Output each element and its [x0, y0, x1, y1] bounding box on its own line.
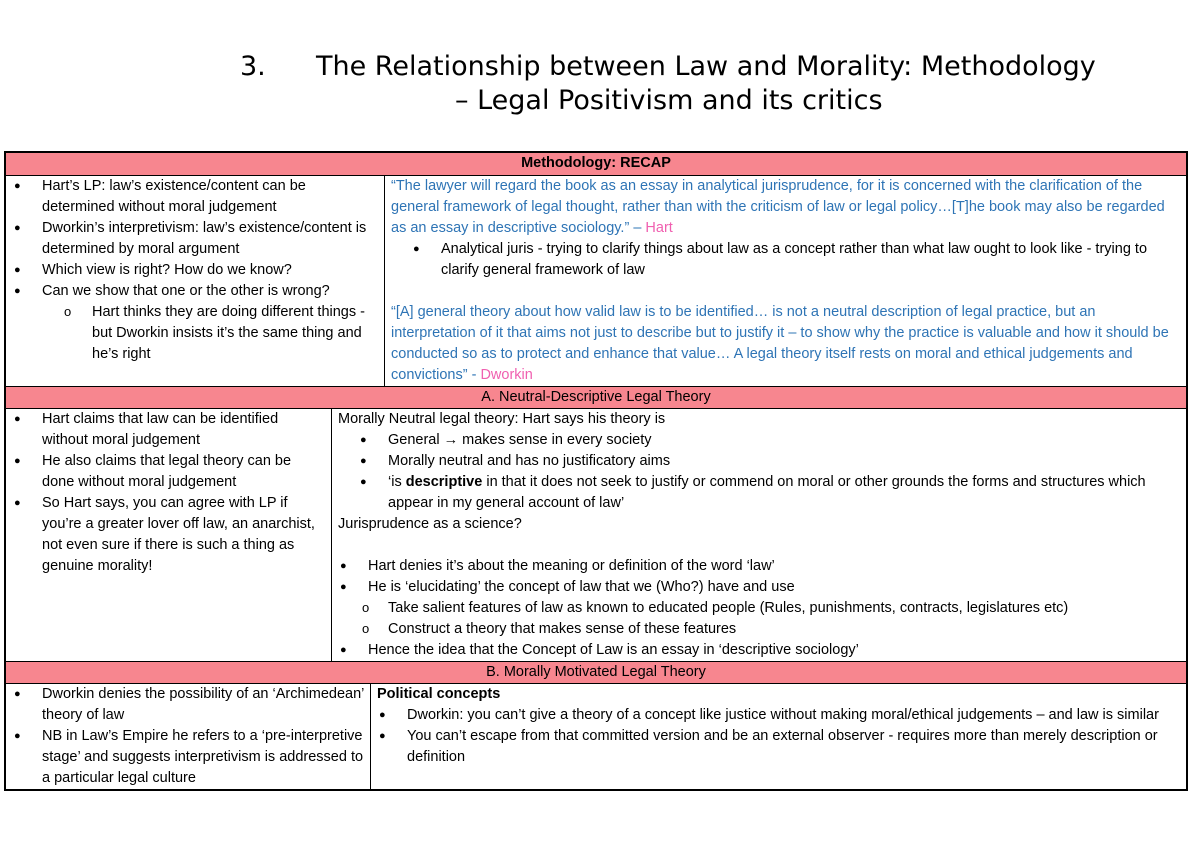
list-item: ● Which view is right? How do we know?	[12, 260, 380, 281]
title-text: The Relationship between Law and Morality: Methodology	[316, 51, 1096, 82]
list-item: ● Analytical juris - trying to clarify things about law as a concept rather than what law ought to look like - trying to clarify general framework of law	[391, 239, 1182, 281]
dworkin-quote: “[A] general theory about how valid law is to be identified… is not a neutral description of legal practice, but an interpretation of it that aims not just to describe but to justify it – to show why the practice is valuable and how it should be conducted so as to protect and enhance that value… A legal theory itself rests on moral and ethical judgements and convictions” - Dworkin	[391, 304, 1169, 383]
list-item: ● Dworkin’s interpretivism: law’s existence/content is determined by moral argument	[12, 218, 380, 260]
list-item: ● Hart denies it’s about the meaning or definition of the word ‘law’	[338, 556, 1182, 577]
list-item: ● ‘is descriptive in that it does not seek to justify or commend on moral or other grounds the forms and structures which appear in my general account of law’	[338, 472, 1182, 514]
political-concepts-heading: Political concepts	[377, 686, 501, 702]
section-b-header: B. Morally Motivated Legal Theory	[6, 661, 1186, 684]
list-item: ● So Hart says, you can agree with LP if you’re a greater lover off law, an anarchist, not even sure if there is such a thing as genuine morality!	[12, 493, 327, 577]
notes-table	[4, 151, 1188, 791]
neutral-intro: Morally Neutral legal theory: Hart says his theory is	[338, 411, 666, 427]
section-b-row	[6, 684, 1186, 789]
list-item: ● He also claims that legal theory can be done without moral judgement	[12, 451, 327, 493]
list-item: ● He is ‘elucidating’ the concept of law that we (Who?) have and use	[338, 577, 1182, 598]
recap-left-cell	[6, 176, 384, 386]
recap-right-cell	[384, 176, 1186, 386]
section-number: 3.	[240, 51, 266, 82]
section-a-right-cell	[331, 409, 1186, 661]
dworkin-attribution: Dworkin	[480, 367, 533, 383]
sub-list-item: o Construct a theory that makes sense of these features	[338, 619, 1182, 640]
recap-header: Methodology: RECAP	[6, 153, 1186, 176]
list-item: ● General → makes sense in every society	[338, 430, 1182, 451]
sub-list-item: o Take salient features of law as known to educated people (Rules, punishments, contracts, legislatures etc)	[338, 598, 1182, 619]
sub-list-item: o Hart thinks they are doing different things - but Dworkin insists it’s the same thing and he’s right	[12, 302, 380, 365]
section-a-left-cell	[6, 409, 331, 661]
section-a-header: A. Neutral-Descriptive Legal Theory	[6, 386, 1186, 409]
section-b-left-cell	[6, 684, 370, 789]
list-item: ● You can’t escape from that committed version and be an external observer - requires more than merely description or definition	[377, 726, 1182, 768]
hart-attribution: Hart	[645, 220, 673, 236]
hart-quote: “The lawyer will regard the book as an essay in analytical jurisprudence, for it is concerned with the clarification of the general framework of legal thought, rather than with the criticism of law or legal policy…[T]he book may also be regarded as an essay in descriptive sociology.” – Hart	[391, 178, 1165, 236]
document-title-line2: – Legal Positivism and its critics	[455, 85, 883, 116]
list-item: ● Morally neutral and has no justificatory aims	[338, 451, 1182, 472]
list-item: ● Dworkin: you can’t give a theory of a concept like justice without making moral/ethical judgements – and law is similar	[377, 705, 1182, 726]
list-item: ● Hart claims that law can be identified without moral judgement	[12, 409, 327, 451]
list-item: ● Dworkin denies the possibility of an ‘Archimedean’ theory of law	[12, 684, 366, 726]
list-item: ● Can we show that one or the other is wrong?	[12, 281, 380, 302]
list-item: ● NB in Law’s Empire he refers to a ‘pre-interpretive stage’ and suggests interpretivism is addressed to a particular legal culture	[12, 726, 366, 789]
list-item: ● Hence the idea that the Concept of Law is an essay in ‘descriptive sociology’	[338, 640, 1182, 661]
section-a-row	[6, 409, 1186, 661]
science-question: Jurisprudence as a science?	[338, 516, 522, 532]
list-item: ● Hart’s LP: law’s existence/content can be determined without moral judgement	[12, 176, 380, 218]
recap-row	[6, 176, 1186, 386]
section-b-right-cell	[370, 684, 1186, 789]
